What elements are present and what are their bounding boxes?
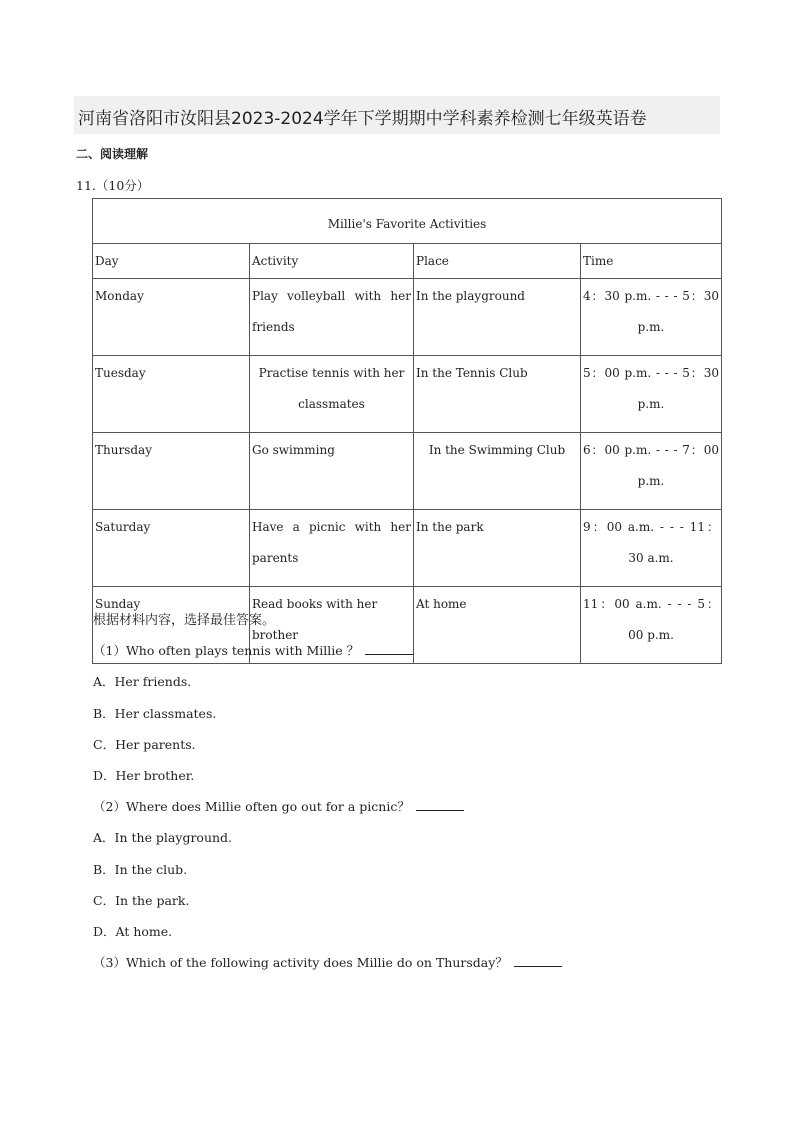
option-d: D．Her brother.: [93, 768, 195, 783]
activities-table: [92, 198, 722, 664]
header-day: Day: [93, 244, 250, 279]
cell-activity: Have a picnic with her parents: [252, 520, 411, 565]
cell-place: In the playground: [416, 289, 525, 303]
table-header-row: [93, 244, 722, 279]
option-b: B．In the club.: [93, 862, 188, 877]
option-d: D．At home.: [93, 924, 173, 939]
header-place: Place: [414, 244, 581, 279]
table-row: [93, 279, 722, 356]
option-a: A．In the playground.: [93, 830, 233, 845]
cell-time-line1: 9：00 a.m. - - - 11：: [583, 520, 720, 534]
answer-blank[interactable]: [416, 798, 464, 811]
question-1-stem: （1）Who often plays tennis with Millie ？: [93, 641, 413, 659]
cell-activity: Go swimming: [252, 443, 335, 457]
cell-day: Tuesday: [95, 366, 146, 380]
table-row: [93, 433, 722, 510]
table-row: [93, 356, 722, 433]
cell-time-line1: 11：00 a.m. - - - 5：: [583, 597, 720, 611]
option-c: C．In the park.: [93, 893, 190, 908]
cell-activity: Read books with her brother: [252, 597, 378, 642]
cell-day: Sunday: [95, 597, 141, 611]
answer-blank[interactable]: [365, 642, 413, 655]
cell-time-line2: p.m.: [637, 474, 665, 488]
cell-activity: Practise tennis with her classmates: [258, 366, 405, 411]
document-title-bar: [74, 96, 720, 134]
cell-time-line1: 5：00 p.m. - - - 5：30: [583, 366, 720, 380]
document-title: 河南省洛阳市汝阳县2023-2024学年下学期期中学科素养检测七年级英语卷: [78, 109, 647, 129]
cell-time-line2: p.m.: [637, 397, 665, 411]
question-2-stem: （2）Where does Millie often go out for a picnic？: [93, 797, 464, 815]
cell-day: Monday: [95, 289, 144, 303]
cell-place: In the Tennis Club: [416, 366, 528, 380]
option-b: B．Her classmates.: [93, 706, 217, 721]
cell-time-line2: 30 a.m.: [628, 551, 674, 565]
cell-time-line2: p.m.: [637, 320, 665, 334]
table-row: [93, 510, 722, 587]
cell-time-line2: 00 p.m.: [628, 628, 674, 642]
cell-day: Saturday: [95, 520, 151, 534]
question-number: 11.（10分）: [76, 178, 150, 193]
question-3-stem: （3）Which of the following activity does Millie do on Thursday？: [93, 953, 562, 971]
cell-place: In the Swimming Club: [428, 443, 566, 457]
table-caption: Millie's Favorite Activities: [93, 199, 722, 244]
instructions: 根据材料内容，选择最佳答案。: [93, 613, 276, 628]
cell-place: In the park: [416, 520, 484, 534]
cell-activity: Play volleyball with her friends: [252, 289, 411, 334]
answer-blank[interactable]: [514, 954, 562, 967]
section-heading: 二、阅读理解: [76, 147, 149, 161]
cell-day: Thursday: [95, 443, 152, 457]
header-activity: Activity: [250, 244, 414, 279]
cell-time-line1: 6：00 p.m. - - - 7：00: [583, 443, 720, 457]
option-c: C．Her parents.: [93, 737, 196, 752]
header-time: Time: [581, 244, 722, 279]
option-a: A．Her friends.: [93, 674, 192, 689]
cell-time-line1: 4：30 p.m. - - - 5：30: [583, 289, 720, 303]
cell-place: At home: [416, 597, 467, 611]
